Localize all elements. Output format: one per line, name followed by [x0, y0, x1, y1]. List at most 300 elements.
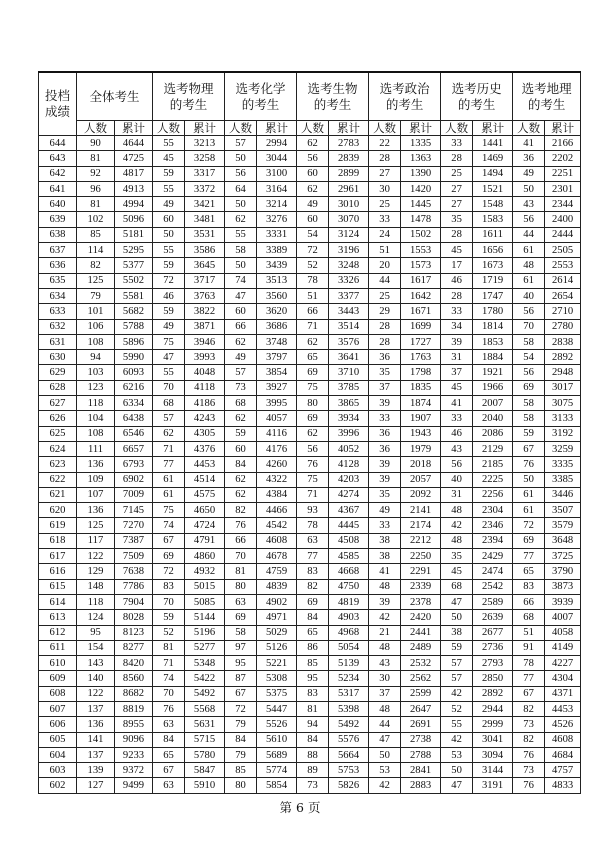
cell-history-cumulative: 2346	[473, 518, 513, 533]
cell-biology-count: 94	[297, 717, 329, 732]
cell-chemistry-count: 87	[225, 671, 257, 686]
cell-geography-cumulative: 2505	[545, 243, 581, 258]
cell-physics-cumulative: 4575	[185, 487, 225, 502]
cell-biology-count: 69	[297, 411, 329, 426]
cell-physics-count: 70	[153, 380, 185, 395]
cell-history-count: 39	[441, 334, 473, 349]
cell-score: 608	[39, 686, 77, 701]
cell-chemistry-cumulative: 4322	[257, 472, 297, 487]
cell-politics-count: 24	[369, 227, 401, 242]
cell-physics-count: 74	[153, 518, 185, 533]
cell-physics-cumulative: 4305	[185, 426, 225, 441]
cell-history-cumulative: 2086	[473, 426, 513, 441]
cell-history-cumulative: 1814	[473, 319, 513, 334]
cell-score: 625	[39, 426, 77, 441]
cell-politics-count: 33	[369, 212, 401, 227]
cell-geography-cumulative: 2553	[545, 258, 581, 273]
cell-biology-cumulative: 4819	[329, 594, 369, 609]
cell-geography-cumulative: 2838	[545, 334, 581, 349]
cell-history-cumulative: 3041	[473, 732, 513, 747]
cell-biology-cumulative: 4367	[329, 503, 369, 518]
cell-biology-count: 65	[297, 350, 329, 365]
cell-all-count: 136	[77, 457, 115, 472]
cell-geography-cumulative: 2654	[545, 288, 581, 303]
cell-physics-cumulative: 5015	[185, 579, 225, 594]
cell-chemistry-count: 56	[225, 166, 257, 181]
cell-physics-cumulative: 4791	[185, 533, 225, 548]
cell-history-count: 45	[441, 243, 473, 258]
table-row	[39, 671, 581, 686]
cell-chemistry-cumulative: 3331	[257, 227, 297, 242]
cell-physics-count: 71	[153, 656, 185, 671]
cell-chemistry-count: 79	[225, 717, 257, 732]
cell-biology-count: 84	[297, 732, 329, 747]
cell-all-cumulative: 8955	[115, 717, 153, 732]
cell-chemistry-count: 66	[225, 319, 257, 334]
cell-score: 612	[39, 625, 77, 640]
cell-physics-count: 68	[153, 396, 185, 411]
cell-physics-count: 45	[153, 151, 185, 166]
cell-all-cumulative: 4913	[115, 181, 153, 196]
cell-history-count: 46	[441, 426, 473, 441]
cell-politics-count: 30	[369, 181, 401, 196]
cell-geography-cumulative: 2202	[545, 151, 581, 166]
cell-physics-count: 61	[153, 487, 185, 502]
cell-politics-count: 49	[369, 503, 401, 518]
cell-history-count: 33	[441, 304, 473, 319]
cell-geography-cumulative: 4304	[545, 671, 581, 686]
cell-geography-cumulative: 4526	[545, 717, 581, 732]
cell-chemistry-cumulative: 4116	[257, 426, 297, 441]
cell-all-count: 81	[77, 197, 115, 212]
cell-history-count: 42	[441, 518, 473, 533]
table-row	[39, 518, 581, 533]
cell-chemistry-count: 70	[225, 549, 257, 564]
cell-all-count: 109	[77, 472, 115, 487]
cell-all-cumulative: 8028	[115, 610, 153, 625]
header-group-politics: 选考政治的考生	[369, 72, 441, 121]
cell-politics-cumulative: 1874	[401, 396, 441, 411]
cell-geography-cumulative: 4371	[545, 686, 581, 701]
cell-politics-count: 43	[369, 656, 401, 671]
cell-history-count: 43	[441, 441, 473, 456]
table-body	[39, 136, 581, 794]
cell-politics-cumulative: 1979	[401, 441, 441, 456]
cell-score: 629	[39, 365, 77, 380]
cell-all-cumulative: 5181	[115, 227, 153, 242]
table-row	[39, 579, 581, 594]
cell-politics-count: 42	[369, 610, 401, 625]
cell-politics-cumulative: 2092	[401, 487, 441, 502]
cell-score: 635	[39, 273, 77, 288]
cell-all-count: 140	[77, 671, 115, 686]
cell-chemistry-cumulative: 4902	[257, 594, 297, 609]
cell-all-cumulative: 5377	[115, 258, 153, 273]
cell-chemistry-count: 50	[225, 258, 257, 273]
table-row	[39, 380, 581, 395]
cell-history-cumulative: 2474	[473, 564, 513, 579]
cell-biology-cumulative: 3377	[329, 288, 369, 303]
cell-biology-cumulative: 3710	[329, 365, 369, 380]
cell-physics-count: 61	[153, 472, 185, 487]
cell-score: 607	[39, 701, 77, 716]
cell-biology-cumulative: 4052	[329, 441, 369, 456]
cell-geography-count: 56	[513, 365, 545, 380]
cell-chemistry-cumulative: 5526	[257, 717, 297, 732]
cell-geography-count: 65	[513, 564, 545, 579]
cell-history-cumulative: 1719	[473, 273, 513, 288]
cell-all-cumulative: 8819	[115, 701, 153, 716]
cell-physics-count: 55	[153, 181, 185, 196]
cell-biology-count: 88	[297, 747, 329, 762]
cell-all-count: 90	[77, 136, 115, 151]
cell-geography-count: 77	[513, 549, 545, 564]
cell-physics-cumulative: 5847	[185, 763, 225, 778]
cell-physics-cumulative: 5422	[185, 671, 225, 686]
cell-chemistry-count: 74	[225, 273, 257, 288]
cell-politics-count: 39	[369, 396, 401, 411]
cell-all-cumulative: 5682	[115, 304, 153, 319]
cell-geography-cumulative: 2400	[545, 212, 581, 227]
cell-history-count: 34	[441, 319, 473, 334]
cell-chemistry-cumulative: 5126	[257, 640, 297, 655]
cell-all-count: 141	[77, 732, 115, 747]
cell-all-count: 154	[77, 640, 115, 655]
cell-politics-cumulative: 2141	[401, 503, 441, 518]
cell-geography-count: 61	[513, 487, 545, 502]
cell-score: 627	[39, 396, 77, 411]
cell-geography-count: 40	[513, 288, 545, 303]
cell-chemistry-count: 57	[225, 365, 257, 380]
cell-score: 617	[39, 549, 77, 564]
cell-biology-cumulative: 3785	[329, 380, 369, 395]
cell-physics-cumulative: 4376	[185, 441, 225, 456]
table-row	[39, 732, 581, 747]
table-row	[39, 747, 581, 762]
cell-all-count: 122	[77, 686, 115, 701]
table-row	[39, 136, 581, 151]
cell-chemistry-cumulative: 3276	[257, 212, 297, 227]
table-row	[39, 503, 581, 518]
cell-score: 623	[39, 457, 77, 472]
cell-geography-cumulative: 2301	[545, 181, 581, 196]
cell-history-cumulative: 1656	[473, 243, 513, 258]
cell-geography-count: 41	[513, 136, 545, 151]
cell-history-cumulative: 1673	[473, 258, 513, 273]
cell-history-cumulative: 1441	[473, 136, 513, 151]
cell-biology-count: 52	[297, 258, 329, 273]
cell-biology-cumulative: 2839	[329, 151, 369, 166]
cell-history-cumulative: 2542	[473, 579, 513, 594]
cell-biology-cumulative: 4968	[329, 625, 369, 640]
cell-biology-count: 56	[297, 441, 329, 456]
cell-chemistry-count: 62	[225, 212, 257, 227]
cell-history-cumulative: 2736	[473, 640, 513, 655]
cell-score: 622	[39, 472, 77, 487]
cell-politics-count: 48	[369, 640, 401, 655]
cell-chemistry-count: 60	[225, 304, 257, 319]
cell-geography-count: 49	[513, 166, 545, 181]
cell-physics-cumulative: 3481	[185, 212, 225, 227]
cell-politics-cumulative: 2420	[401, 610, 441, 625]
cell-score: 611	[39, 640, 77, 655]
cell-geography-count: 61	[513, 243, 545, 258]
cell-history-cumulative: 2999	[473, 717, 513, 732]
cell-chemistry-count: 63	[225, 594, 257, 609]
cell-all-count: 82	[77, 258, 115, 273]
cell-politics-cumulative: 2250	[401, 549, 441, 564]
cell-politics-count: 21	[369, 625, 401, 640]
cell-politics-count: 37	[369, 380, 401, 395]
cell-all-cumulative: 8277	[115, 640, 153, 655]
cell-chemistry-cumulative: 3513	[257, 273, 297, 288]
cell-chemistry-cumulative: 3748	[257, 334, 297, 349]
cell-biology-cumulative: 4274	[329, 487, 369, 502]
cell-all-cumulative: 9096	[115, 732, 153, 747]
cell-history-cumulative: 2225	[473, 472, 513, 487]
cell-score: 603	[39, 763, 77, 778]
table-row	[39, 763, 581, 778]
header-count: 人数	[225, 121, 257, 136]
cell-physics-count: 52	[153, 625, 185, 640]
cell-chemistry-cumulative: 4260	[257, 457, 297, 472]
cell-geography-count: 69	[513, 533, 545, 548]
header-count: 人数	[513, 121, 545, 136]
cell-all-cumulative: 5581	[115, 288, 153, 303]
cell-politics-cumulative: 2738	[401, 732, 441, 747]
cell-geography-count: 77	[513, 671, 545, 686]
cell-all-count: 102	[77, 212, 115, 227]
cell-chemistry-cumulative: 3927	[257, 380, 297, 395]
cell-politics-cumulative: 1642	[401, 288, 441, 303]
cell-chemistry-cumulative: 3389	[257, 243, 297, 258]
cell-biology-cumulative: 3248	[329, 258, 369, 273]
cell-geography-cumulative: 4058	[545, 625, 581, 640]
cell-geography-cumulative: 3873	[545, 579, 581, 594]
cell-physics-count: 60	[153, 212, 185, 227]
table-row	[39, 212, 581, 227]
cell-geography-cumulative: 4608	[545, 732, 581, 747]
cell-all-count: 103	[77, 365, 115, 380]
cell-history-count: 31	[441, 487, 473, 502]
cell-biology-count: 62	[297, 136, 329, 151]
table-row	[39, 181, 581, 196]
cell-physics-count: 75	[153, 334, 185, 349]
cell-physics-count: 49	[153, 319, 185, 334]
table-row	[39, 686, 581, 701]
table-row	[39, 701, 581, 716]
cell-chemistry-count: 76	[225, 518, 257, 533]
cell-history-cumulative: 3144	[473, 763, 513, 778]
cell-chemistry-count: 69	[225, 610, 257, 625]
cell-history-count: 17	[441, 258, 473, 273]
cell-all-cumulative: 5295	[115, 243, 153, 258]
cell-chemistry-count: 80	[225, 778, 257, 793]
cell-geography-count: 72	[513, 518, 545, 533]
cell-physics-cumulative: 4243	[185, 411, 225, 426]
cell-biology-cumulative: 2961	[329, 181, 369, 196]
cell-all-count: 124	[77, 610, 115, 625]
cell-biology-count: 84	[297, 610, 329, 625]
cell-physics-cumulative: 4932	[185, 564, 225, 579]
cell-chemistry-count: 62	[225, 411, 257, 426]
cell-history-count: 45	[441, 564, 473, 579]
cell-physics-count: 70	[153, 594, 185, 609]
cell-politics-count: 35	[369, 487, 401, 502]
cell-geography-count: 59	[513, 426, 545, 441]
cell-physics-count: 70	[153, 686, 185, 701]
table-header	[39, 72, 581, 136]
cell-biology-count: 72	[297, 243, 329, 258]
cell-politics-count: 36	[369, 441, 401, 456]
header-group-all: 全体考生	[77, 72, 153, 121]
cell-all-count: 136	[77, 503, 115, 518]
cell-politics-cumulative: 1727	[401, 334, 441, 349]
cell-all-cumulative: 8682	[115, 686, 153, 701]
cell-biology-cumulative: 2783	[329, 136, 369, 151]
cell-geography-count: 82	[513, 701, 545, 716]
cell-all-cumulative: 4725	[115, 151, 153, 166]
cell-geography-cumulative: 4453	[545, 701, 581, 716]
cell-biology-count: 89	[297, 763, 329, 778]
cell-politics-cumulative: 2489	[401, 640, 441, 655]
cell-politics-count: 28	[369, 334, 401, 349]
cell-biology-count: 76	[297, 457, 329, 472]
cell-politics-cumulative: 2378	[401, 594, 441, 609]
cell-score: 641	[39, 181, 77, 196]
cell-all-count: 136	[77, 717, 115, 732]
cell-all-cumulative: 8123	[115, 625, 153, 640]
table-row	[39, 334, 581, 349]
cell-biology-cumulative: 4508	[329, 533, 369, 548]
cell-history-cumulative: 1521	[473, 181, 513, 196]
cell-physics-cumulative: 4724	[185, 518, 225, 533]
table-row	[39, 533, 581, 548]
cell-politics-count: 20	[369, 258, 401, 273]
cell-physics-cumulative: 5144	[185, 610, 225, 625]
cell-physics-count: 71	[153, 441, 185, 456]
header-cumulative: 累计	[115, 121, 153, 136]
cell-all-count: 106	[77, 319, 115, 334]
cell-biology-cumulative: 4445	[329, 518, 369, 533]
cell-biology-cumulative: 5576	[329, 732, 369, 747]
cell-history-cumulative: 2793	[473, 656, 513, 671]
cell-all-count: 129	[77, 564, 115, 579]
cell-politics-count: 47	[369, 732, 401, 747]
cell-score: 610	[39, 656, 77, 671]
cell-physics-count: 81	[153, 640, 185, 655]
header-count: 人数	[77, 121, 115, 136]
cell-biology-count: 82	[297, 579, 329, 594]
cell-history-count: 28	[441, 288, 473, 303]
cell-politics-cumulative: 2691	[401, 717, 441, 732]
cell-politics-cumulative: 1478	[401, 212, 441, 227]
cell-geography-count: 58	[513, 396, 545, 411]
cell-geography-cumulative: 3133	[545, 411, 581, 426]
cell-biology-count: 85	[297, 656, 329, 671]
table-row	[39, 564, 581, 579]
cell-score: 626	[39, 411, 77, 426]
cell-chemistry-count: 57	[225, 136, 257, 151]
cell-all-count: 118	[77, 396, 115, 411]
cell-all-count: 92	[77, 166, 115, 181]
cell-chemistry-cumulative: 5308	[257, 671, 297, 686]
header-cumulative: 累计	[473, 121, 513, 136]
cell-geography-cumulative: 3192	[545, 426, 581, 441]
cell-biology-cumulative: 3124	[329, 227, 369, 242]
table-row	[39, 288, 581, 303]
cell-geography-count: 48	[513, 258, 545, 273]
cell-chemistry-count: 62	[225, 472, 257, 487]
cell-politics-count: 38	[369, 549, 401, 564]
cell-physics-cumulative: 5910	[185, 778, 225, 793]
cell-politics-cumulative: 2562	[401, 671, 441, 686]
cell-chemistry-cumulative: 5029	[257, 625, 297, 640]
cell-chemistry-count: 62	[225, 334, 257, 349]
cell-geography-cumulative: 3939	[545, 594, 581, 609]
cell-chemistry-count: 62	[225, 487, 257, 502]
cell-all-cumulative: 5788	[115, 319, 153, 334]
cell-physics-count: 59	[153, 304, 185, 319]
cell-score: 602	[39, 778, 77, 793]
cell-all-count: 101	[77, 304, 115, 319]
cell-geography-count: 76	[513, 778, 545, 793]
cell-physics-count: 63	[153, 717, 185, 732]
cell-all-count: 118	[77, 594, 115, 609]
cell-geography-count: 78	[513, 656, 545, 671]
cell-history-count: 31	[441, 350, 473, 365]
cell-biology-count: 60	[297, 212, 329, 227]
cell-physics-count: 76	[153, 701, 185, 716]
cell-biology-count: 56	[297, 151, 329, 166]
cell-score: 642	[39, 166, 77, 181]
header-score-column: 投档成绩	[39, 72, 77, 136]
cell-chemistry-cumulative: 5375	[257, 686, 297, 701]
cell-physics-cumulative: 5780	[185, 747, 225, 762]
cell-score: 637	[39, 243, 77, 258]
cell-all-cumulative: 7145	[115, 503, 153, 518]
cell-physics-cumulative: 4048	[185, 365, 225, 380]
cell-all-cumulative: 6334	[115, 396, 153, 411]
cell-all-count: 107	[77, 487, 115, 502]
cell-geography-count: 50	[513, 472, 545, 487]
cell-physics-cumulative: 4860	[185, 549, 225, 564]
cell-all-count: 143	[77, 656, 115, 671]
cell-physics-count: 67	[153, 533, 185, 548]
cell-politics-count: 22	[369, 136, 401, 151]
cell-geography-count: 58	[513, 334, 545, 349]
cell-geography-cumulative: 2710	[545, 304, 581, 319]
cell-chemistry-count: 85	[225, 763, 257, 778]
cell-geography-cumulative: 2444	[545, 227, 581, 242]
cell-all-count: 104	[77, 411, 115, 426]
cell-all-cumulative: 8420	[115, 656, 153, 671]
cell-geography-count: 68	[513, 610, 545, 625]
cell-biology-cumulative: 3070	[329, 212, 369, 227]
cell-history-cumulative: 2944	[473, 701, 513, 716]
cell-geography-count: 67	[513, 441, 545, 456]
cell-score: 618	[39, 533, 77, 548]
cell-geography-cumulative: 3725	[545, 549, 581, 564]
cell-all-count: 127	[77, 778, 115, 793]
cell-history-cumulative: 2256	[473, 487, 513, 502]
table-row	[39, 396, 581, 411]
cell-chemistry-cumulative: 2994	[257, 136, 297, 151]
cell-history-count: 57	[441, 671, 473, 686]
cell-chemistry-count: 84	[225, 732, 257, 747]
header-group-history: 选考历史的考生	[441, 72, 513, 121]
cell-history-cumulative: 2304	[473, 503, 513, 518]
